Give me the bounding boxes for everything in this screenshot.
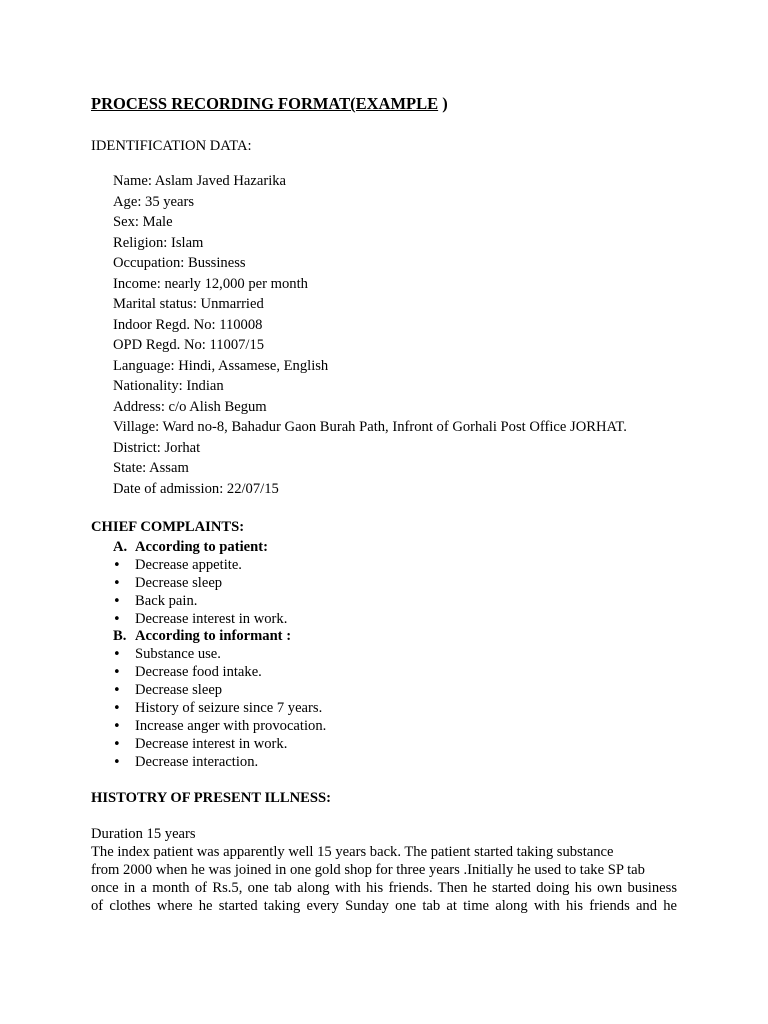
complaint-text: Decrease sleep [135,682,223,699]
identification-marital-status: Marital status: Unmarried [113,296,264,312]
identification-address: Address: c/o Alish Begum [113,398,267,415]
chief-complaints-heading: CHIEF COMPLAINTS: [91,519,245,535]
bullet-icon: • [113,647,121,663]
identification-language: Language: Hindi, Assamese, English [113,357,329,374]
list-item [91,611,326,629]
identification-income: Income: nearly 12,000 per month [113,275,308,292]
complaint-text: Decrease sleep [135,574,223,591]
identification-age: Age: 35 years [113,193,195,210]
history-body [91,825,677,915]
identification-village: Village: Ward no-8, Bahadur Gaon Burah Path, Infront of Gorhali Post Office JORHAT. [113,419,627,435]
identification-opd-regd: OPD Regd. No: 11007/15 [113,337,265,353]
complaint-text: Back pain. [135,592,198,609]
identification-list [113,171,627,499]
complaint-text: Substance use. [135,646,221,663]
complaint-text: Increase anger with provocation. [135,717,327,734]
list-item [91,754,326,772]
bullet-icon: • [113,701,121,717]
history-line-1: The index patient was apparently well 15 years back. The patient started taking substance [91,844,614,860]
identification-sex: Sex: Male [113,214,173,230]
bullet-icon: • [113,754,121,770]
history-line-4: of clothes where he started taking every Sunday one tab at time along with his friends and he [91,898,677,914]
bullet-icon: • [113,575,121,591]
complaints-informant-label: According to informant : [135,628,292,645]
history-line-3: once in a month of Rs.5, one tab along with his friends. Then he started doing his own business [91,880,677,896]
complaint-text: Decrease interest in work. [135,735,288,752]
history-line-2: from 2000 when he was joined in one gold shop for three years .Initially he used to take SP tab [91,862,645,878]
list-item [91,557,326,575]
list-item [91,646,326,664]
identification-state: State: Assam [113,460,189,476]
bullet-icon: • [113,718,121,734]
list-item [91,700,326,718]
complaint-text: Decrease appetite. [135,556,242,573]
complaints-patient-marker: A. [113,539,128,555]
identification-indoor-regd: Indoor Regd. No: 110008 [113,316,263,333]
list-item [91,736,326,754]
list-item [91,593,326,611]
document-title-tail: ) [438,94,448,113]
identification-date-of-admission: Date of admission: 22/07/15 [113,480,279,497]
identification-nationality: Nationality: Indian [113,378,224,394]
document-title [91,94,448,114]
complaints-patient-subheading [91,539,326,557]
list-item [91,664,326,682]
bullet-icon: • [113,665,121,681]
complaint-text: Decrease interest in work. [135,610,288,627]
bullet-icon: • [113,683,121,699]
identification-occupation: Occupation: Bussiness [113,255,246,271]
history-heading: HISTOTRY OF PRESENT ILLNESS: [91,790,331,806]
bullet-icon: • [113,736,121,752]
identification-heading: IDENTIFICATION DATA: [91,138,252,154]
list-item [91,575,326,593]
list-item [91,682,326,700]
history-duration: Duration 15 years [91,826,196,842]
complaint-text: History of seizure since 7 years. [135,700,323,717]
identification-name: Name: Aslam Javed Hazarika [113,173,287,189]
list-item [91,718,326,736]
complaints-informant-marker: B. [113,628,127,645]
bullet-icon: • [113,593,121,609]
identification-district: District: Jorhat [113,439,201,456]
complaint-text: Decrease interaction. [135,753,259,770]
identification-religion: Religion: Islam [113,234,204,251]
bullet-icon: • [113,611,121,627]
complaints-patient-label: According to patient: [135,539,268,555]
chief-complaints-list [91,539,326,772]
document-title-main: PROCESS RECORDING FORMAT(EXAMPLE [91,94,439,113]
complaint-text: Decrease food intake. [135,664,262,681]
bullet-icon: • [113,557,121,573]
complaints-informant-subheading [91,628,326,646]
